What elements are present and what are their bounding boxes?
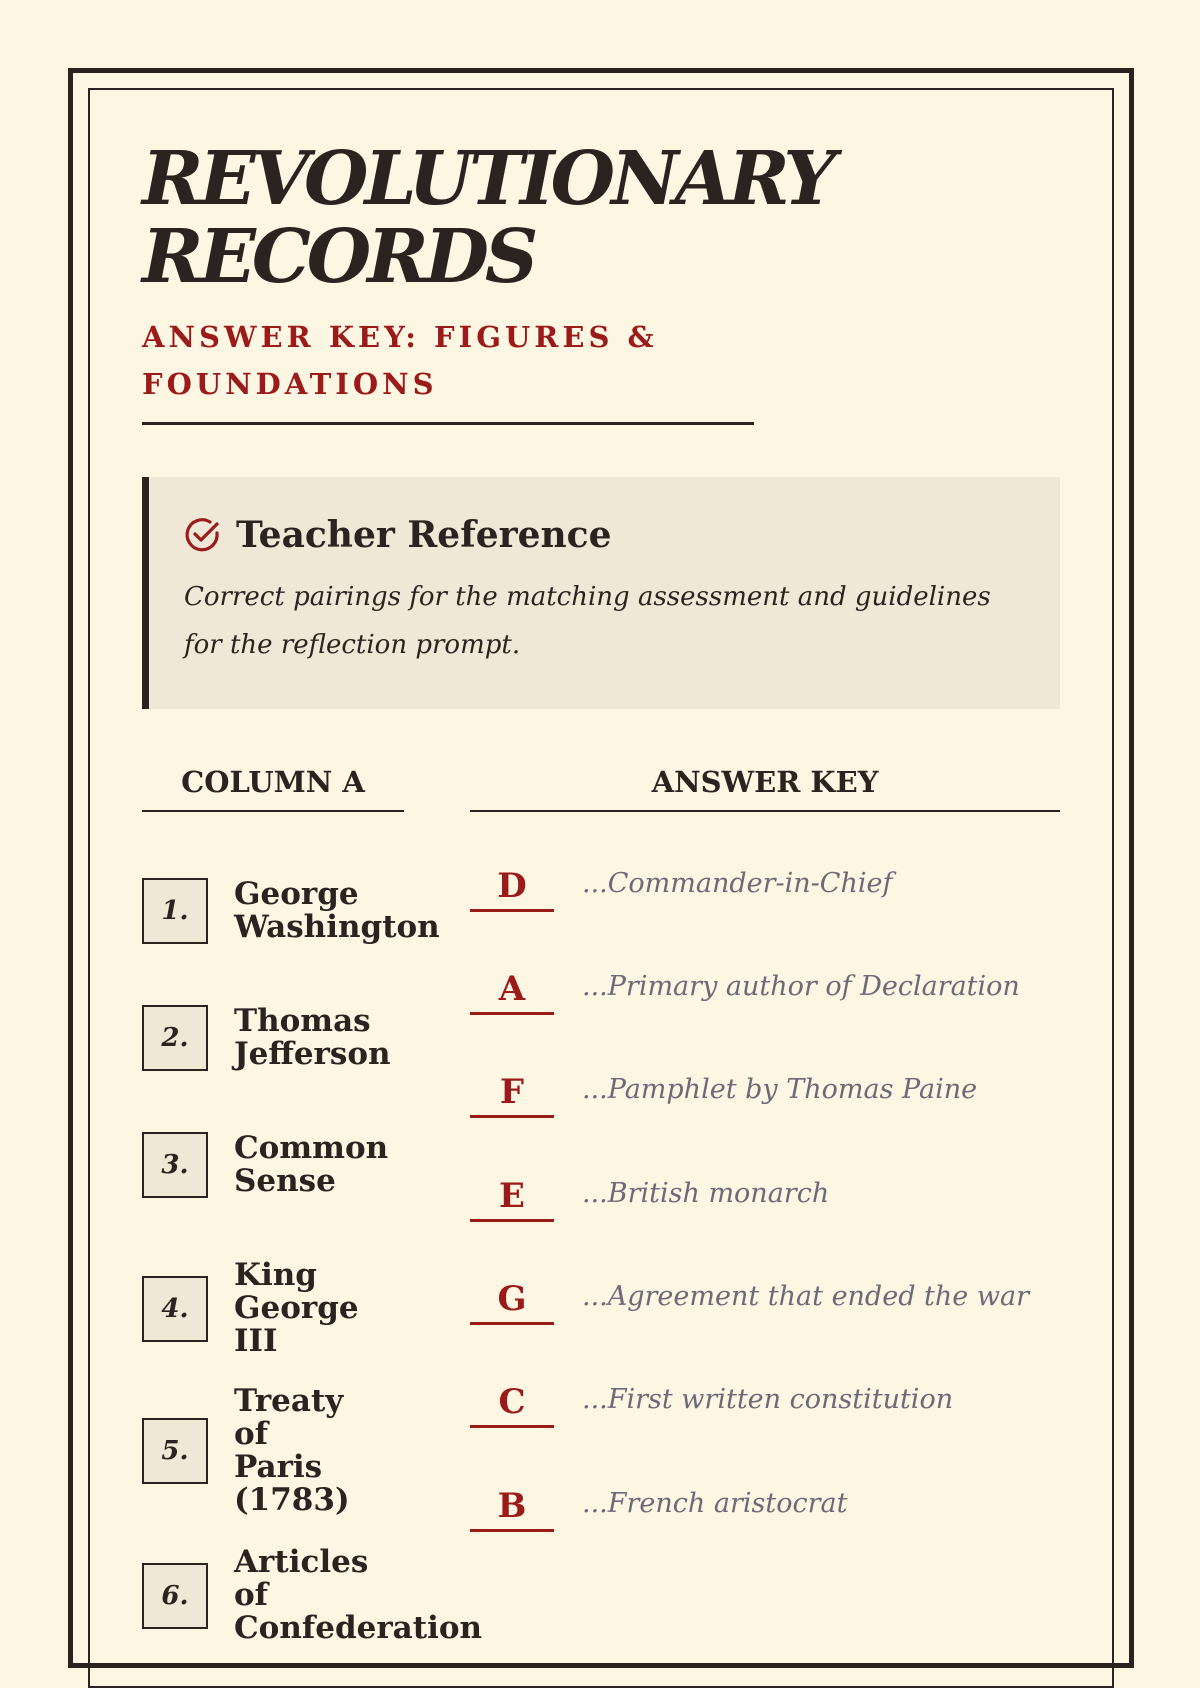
answer-letter: A xyxy=(470,969,554,1015)
column-a-item xyxy=(142,1005,474,1071)
title-divider xyxy=(142,422,754,425)
column-a-item xyxy=(142,1385,474,1517)
item-name: Thomas Jefferson xyxy=(234,1003,391,1072)
item-name: Common Sense xyxy=(234,1130,389,1199)
item-name: Treaty of Paris (1783) xyxy=(234,1383,350,1518)
teacher-reference-panel xyxy=(142,477,1060,709)
answer-description: ...British monarch xyxy=(582,1178,830,1209)
answer-description: ...French aristocrat xyxy=(582,1488,848,1519)
check-circle-icon xyxy=(184,516,222,554)
worksheet-header xyxy=(142,136,1060,709)
column-a-item xyxy=(142,1132,474,1198)
answer-key-item xyxy=(470,1382,1052,1428)
item-number: 4. xyxy=(142,1276,208,1342)
answer-key-item xyxy=(470,1176,1052,1222)
page-title xyxy=(142,136,1060,300)
answer-letter: G xyxy=(470,1279,554,1325)
answer-description: ...Primary author of Declaration xyxy=(582,971,1020,1002)
item-name: Articles of Confederation xyxy=(234,1544,483,1646)
answer-key-item xyxy=(470,1486,1052,1532)
answer-key-item xyxy=(470,1072,1052,1118)
reference-heading xyxy=(184,513,1060,557)
answer-key-header: ANSWER KEY xyxy=(470,762,1060,812)
reference-title: Teacher Reference xyxy=(236,514,612,556)
answer-description: ...Pamphlet by Thomas Paine xyxy=(582,1074,978,1105)
title-line-2: RECORDS xyxy=(142,214,535,300)
column-a-item xyxy=(142,1544,483,1646)
answer-key-item xyxy=(470,866,1052,912)
answer-letter: E xyxy=(470,1176,554,1222)
item-name: George Washington xyxy=(234,876,440,945)
answer-letter: F xyxy=(470,1072,554,1118)
item-name: King George III xyxy=(234,1257,359,1359)
title-line-1: REVOLUTIONARY xyxy=(142,136,833,222)
column-a-item xyxy=(142,1259,474,1358)
item-number: 5. xyxy=(142,1418,208,1484)
reference-description: Correct pairings for the matching assessment and guidelines for the reflection prompt. xyxy=(184,582,991,660)
answer-description: ...Agreement that ended the war xyxy=(582,1281,1029,1312)
column-a-item xyxy=(142,878,474,944)
item-number: 6. xyxy=(142,1563,208,1629)
answer-letter: C xyxy=(470,1382,554,1428)
answer-key-item xyxy=(470,1279,1052,1325)
answer-letter: D xyxy=(470,866,554,912)
answer-description: ...First written constitution xyxy=(582,1384,954,1415)
column-a-header: COLUMN A xyxy=(142,762,404,812)
answer-letter: B xyxy=(470,1486,554,1532)
item-number: 3. xyxy=(142,1132,208,1198)
item-number: 1. xyxy=(142,878,208,944)
page-subtitle: ANSWER KEY: FIGURES & FOUNDATIONS xyxy=(142,320,658,401)
item-number: 2. xyxy=(142,1005,208,1071)
answer-description: ...Commander-in-Chief xyxy=(582,868,893,899)
answer-key-item xyxy=(470,969,1052,1015)
